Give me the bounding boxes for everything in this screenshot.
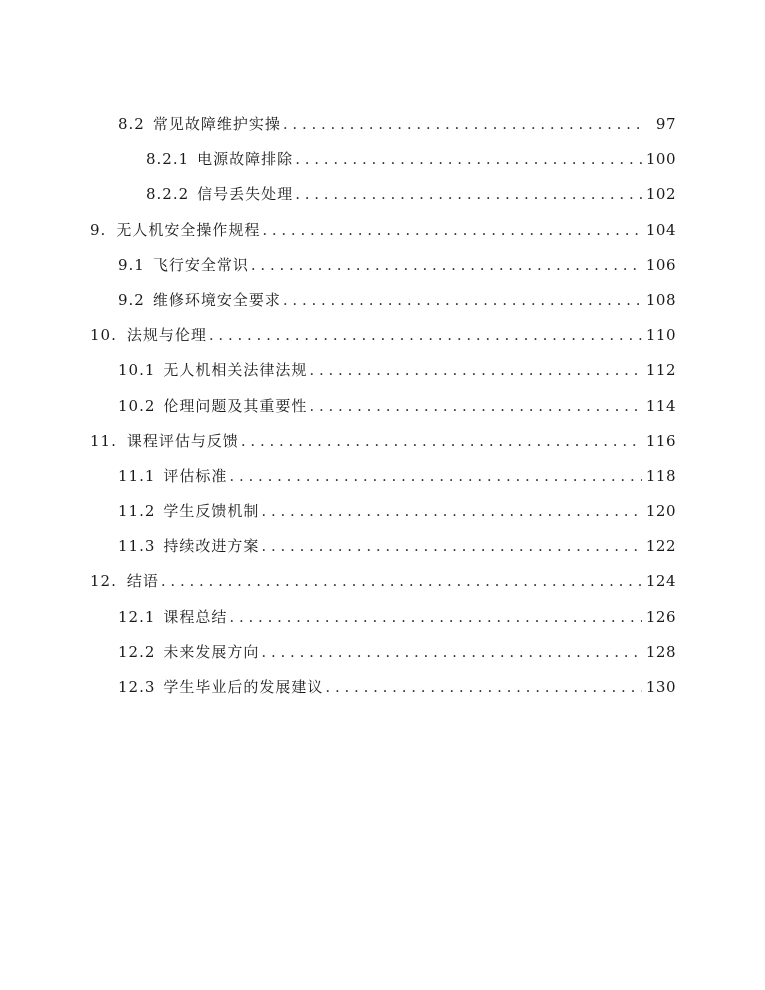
toc-page-number: 122 xyxy=(645,537,676,556)
toc-entry-11-1[interactable] xyxy=(90,459,676,494)
toc-number: 9. xyxy=(90,220,107,239)
toc-title: 未来发展方向 xyxy=(163,642,260,661)
toc-number: 8.2.1 xyxy=(146,150,190,169)
toc-number: 11. xyxy=(90,431,117,450)
toc-title: 无人机相关法律法规 xyxy=(163,361,308,380)
toc-entry-10-2[interactable] xyxy=(90,389,676,424)
toc-number: 11.3 xyxy=(118,537,156,556)
toc-page-number: 116 xyxy=(645,431,676,450)
dot-leader xyxy=(251,248,642,283)
toc-number: 8.2 xyxy=(118,115,145,133)
toc-page-number: 104 xyxy=(645,220,676,239)
toc-entry-12[interactable] xyxy=(90,564,676,599)
toc-page-number: 97 xyxy=(655,115,676,133)
toc-number: 12.1 xyxy=(118,607,156,626)
toc-number: 9.1 xyxy=(118,255,145,274)
toc-number: 12.2 xyxy=(118,642,156,661)
toc-title: 法规与伦理 xyxy=(126,326,207,345)
toc-page-number: 130 xyxy=(645,678,676,696)
toc-entry-11-3[interactable] xyxy=(90,529,676,564)
toc-page-number: 118 xyxy=(645,466,676,485)
toc-page-number: 114 xyxy=(645,396,676,415)
toc-title: 信号丢失处理 xyxy=(197,185,294,204)
toc-page-number: 108 xyxy=(645,290,676,309)
toc-entry-9[interactable] xyxy=(90,213,676,248)
toc-page-number: 128 xyxy=(645,642,676,661)
toc-title: 学生毕业后的发展建议 xyxy=(163,678,324,696)
dot-leader xyxy=(261,529,641,564)
toc-entry-12-1[interactable] xyxy=(90,600,676,635)
toc-number: 12.3 xyxy=(118,678,156,696)
dot-leader xyxy=(283,283,642,318)
toc-entry-10[interactable] xyxy=(90,318,676,353)
toc-number: 10.2 xyxy=(118,396,156,415)
toc-title: 维修环境安全要求 xyxy=(152,290,281,309)
toc-title: 常见故障维护实操 xyxy=(152,115,281,133)
toc-entry-10-1[interactable] xyxy=(90,353,676,388)
toc-entry-11[interactable] xyxy=(90,424,676,459)
toc-number: 12. xyxy=(90,572,117,591)
dot-leader xyxy=(309,389,641,424)
toc-entry-9-1[interactable] xyxy=(90,248,676,283)
toc-entry-9-2[interactable] xyxy=(90,283,676,318)
toc-entry-8-2-2[interactable] xyxy=(90,177,676,212)
dot-leader xyxy=(309,353,641,388)
toc-entry-8-2-1[interactable] xyxy=(90,142,676,177)
dot-leader xyxy=(295,177,642,212)
dot-leader xyxy=(325,670,641,705)
toc-number: 8.2.2 xyxy=(146,185,190,204)
toc-entry-12-2[interactable] xyxy=(90,635,676,670)
toc-page-number: 106 xyxy=(645,255,676,274)
toc-title: 评估标准 xyxy=(163,466,228,485)
toc-number: 10.1 xyxy=(118,361,156,380)
toc-title: 持续改进方案 xyxy=(163,537,260,556)
toc-title: 伦理问题及其重要性 xyxy=(163,396,308,415)
toc-page-number: 120 xyxy=(645,502,676,521)
toc-title: 飞行安全常识 xyxy=(152,255,249,274)
toc-page-number: 110 xyxy=(645,326,676,345)
dot-leader xyxy=(229,459,641,494)
toc-title: 课程总结 xyxy=(163,607,228,626)
toc-number: 10. xyxy=(90,326,117,345)
toc-number: 11.1 xyxy=(118,466,156,485)
dot-leader xyxy=(161,564,642,599)
dot-leader xyxy=(261,494,641,529)
toc-number: 11.2 xyxy=(118,502,156,521)
toc-page-number: 100 xyxy=(645,150,676,169)
dot-leader xyxy=(262,213,642,248)
dot-leader xyxy=(209,318,642,353)
toc-title: 无人机安全操作规程 xyxy=(116,220,261,239)
toc-title: 学生反馈机制 xyxy=(163,502,260,521)
dot-leader xyxy=(283,107,642,142)
dot-leader xyxy=(241,424,642,459)
toc-title: 结语 xyxy=(126,572,159,591)
toc-entry-11-2[interactable] xyxy=(90,494,676,529)
dot-leader xyxy=(295,142,642,177)
toc-page-number: 102 xyxy=(645,185,676,204)
toc-entry-8-2[interactable] xyxy=(90,107,676,142)
toc-number: 9.2 xyxy=(118,290,145,309)
toc-page-number: 126 xyxy=(645,607,676,626)
toc-entry-12-3[interactable] xyxy=(90,670,676,705)
toc-page-number: 124 xyxy=(645,572,676,591)
dot-leader xyxy=(261,635,641,670)
toc-page-number: 112 xyxy=(645,361,676,380)
toc-title: 课程评估与反馈 xyxy=(126,431,239,450)
toc-title: 电源故障排除 xyxy=(197,150,294,169)
table-of-contents xyxy=(90,107,676,705)
dot-leader xyxy=(229,600,641,635)
